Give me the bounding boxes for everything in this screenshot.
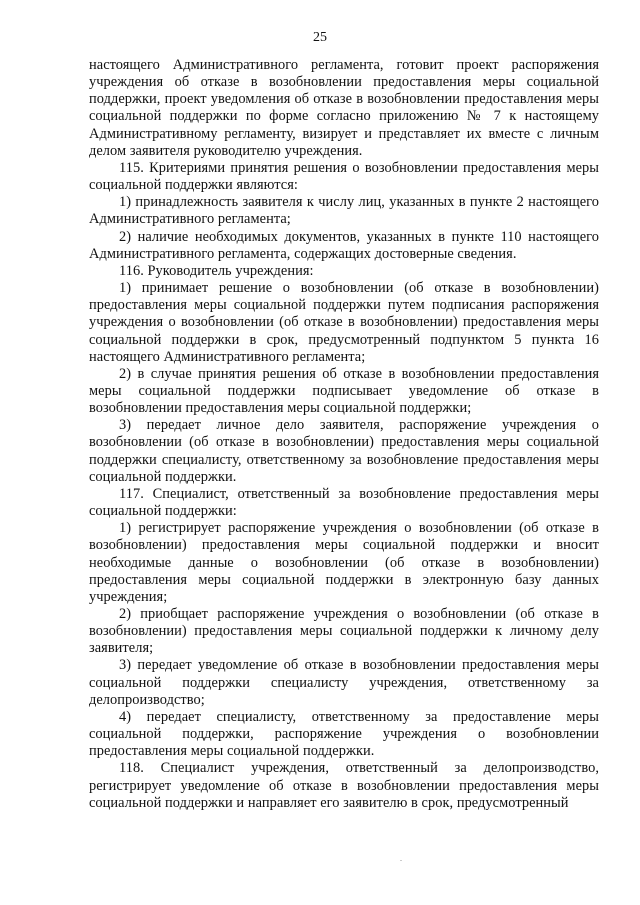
page-number: 25 <box>313 30 327 45</box>
paragraph-117-item-2: 2) приобщает распоряжение учреждения о возобновлении (об отказе в возобновлении) предоставления меры социальной поддержки к личному делу заявителя; <box>89 606 599 657</box>
scan-artifact <box>400 860 402 861</box>
paragraph-continuation: настоящего Административного регламента, готовит проект распоряжения учреждения об отказе в возобновлении предоставления меры социальной поддержки, проект уведомления об отказе в возобновлении предоставления меры социальной поддержки по форме согласно приложению № 7 к настоящему Административному регламенту, визирует и представляет их вместе с личным делом заявителя руководителю учреждения. <box>89 57 599 159</box>
paragraph-117-item-1: 1) регистрирует распоряжение учреждения о возобновлении (об отказе в возобновлении) предоставления меры социальной поддержки и вносит необходимые данные о возобновлении (об отказе в возобновлении) предоставления меры социальной поддержки в электронную базу данных учреждения; <box>89 520 599 605</box>
paragraph-118: 118. Специалист учреждения, ответственный за делопроизводство, регистрирует уведомление об отказе в возобновлении предоставления меры социальной поддержки и направляет его заявителю в срок, предусмотренный <box>89 760 599 811</box>
paragraph-116-item-1: 1) принимает решение о возобновлении (об отказе в возобновлении) предоставления меры социальной поддержки путем подписания распоряжения учреждения о возобновлении (об отказе в возобновлении) предоставления меры социальной поддержки в срок, предусмотренный подпунктом 5 пункта 16 настоящего Административного регламента; <box>89 280 599 365</box>
document-body <box>89 57 599 812</box>
paragraph-117: 117. Специалист, ответственный за возобновление предоставления меры социальной поддержки: <box>89 485 599 520</box>
paragraph-116-item-3: 3) передает личное дело заявителя, распоряжение учреждения о возобновлении (об отказе в возобновлении) предоставления меры социальной поддержки специалисту, ответственному за возобновление предоставления меры социальной поддержки. <box>89 417 599 485</box>
paragraph-117-item-4: 4) передает специалисту, ответственному за предоставление меры социальной поддержки, распоряжение учреждения о возобновлении предоставления меры социальной поддержки. <box>89 708 599 760</box>
paragraph-117-item-3: 3) передает уведомление об отказе в возобновлении предоставления меры социальной поддержки специалисту учреждения, ответственному за делопроизводство; <box>89 657 599 708</box>
paragraph-116: 116. Руководитель учреждения: <box>119 262 314 279</box>
paragraph-116-item-2: 2) в случае принятия решения об отказе в возобновлении предоставления меры социальной поддержки подписывает уведомление об отказе в возобновлении предоставления меры социальной поддержки; <box>89 365 599 417</box>
paragraph-115: 115. Критериями принятия решения о возобновлении предоставления меры социальной поддержки являются: <box>89 159 599 194</box>
paragraph-115-item-2: 2) наличие необходимых документов, указанных в пункте 110 настоящего Административного регламента, содержащих достоверные сведения. <box>89 228 599 262</box>
paragraph-115-item-1: 1) принадлежность заявителя к числу лиц, указанных в пункте 2 настоящего Административного регламента; <box>89 194 599 228</box>
